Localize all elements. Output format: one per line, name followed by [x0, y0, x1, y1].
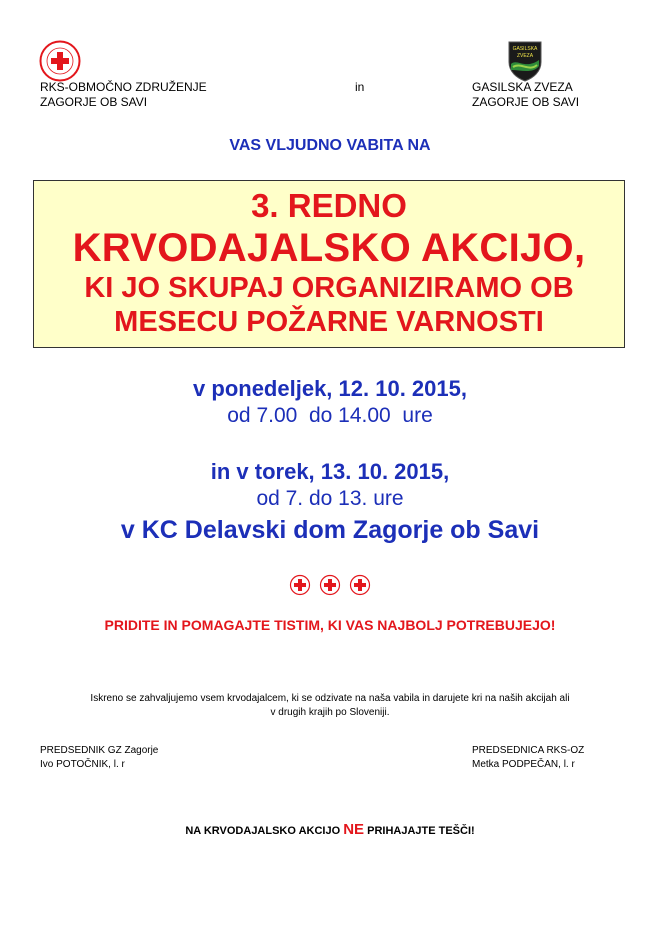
signature-right-title: PREDSEDNICA RKS-OZ: [472, 745, 585, 756]
title-line2: KRVODAJALSKO AKCIJO,: [72, 226, 586, 270]
signature-left: [40, 744, 158, 772]
signature-left-title: PREDSEDNIK GZ Zagorje: [40, 745, 159, 756]
day1-time: od 7.00 do 14.00 ure: [227, 404, 433, 427]
signature-right-name: Metka PODPEČAN, l. r: [472, 759, 575, 770]
thanks-line1: Iskreno se zahvaljujemo vsem krvodajalcem, ki se odzivate na naša vabila in darujete kri na naših akcijah ali: [90, 693, 570, 704]
left-org-line2: ZAGORJE OB SAVI: [40, 95, 148, 109]
event-location: v KC Delavski dom Zagorje ob Savi: [120, 516, 540, 544]
appeal-text: PRIDITE IN POMAGAJTE TISTIM, KI VAS NAJBOLJ POTREBUJEJO!: [104, 617, 556, 633]
logo-text-top: GASILSKA: [512, 46, 538, 52]
signature-left-name: Ivo POTOČNIK, l. r: [40, 759, 125, 770]
invitation-heading: VAS VLJUDNO VABITA NA: [229, 137, 431, 154]
title-line4: MESECU POŽARNE VARNOSTI: [114, 306, 544, 338]
fire-brigade-logo: [507, 40, 543, 82]
thanks-line2: v drugih krajih po Sloveniji.: [270, 707, 390, 718]
red-cross-icon: [321, 576, 340, 595]
red-cross-icon: [291, 576, 310, 595]
left-organization: [40, 80, 207, 110]
fasting-warning: [0, 821, 660, 840]
warning-emphasis: NE: [343, 821, 365, 838]
connector-text: in: [355, 80, 365, 94]
warning-after: PRIHAJAJTE TEŠČI!: [364, 825, 475, 837]
right-org-line2: ZAGORJE OB SAVI: [472, 95, 580, 109]
left-org-line1: RKS-OBMOČNO ZDRUŽENJE: [40, 80, 207, 94]
signature-right: [472, 744, 584, 772]
red-cross-icons: [289, 574, 373, 596]
right-organization: [472, 80, 579, 110]
event-title-box: [33, 180, 625, 348]
red-cross-logo: [39, 40, 81, 82]
day2-time: od 7. do 13. ure: [256, 487, 404, 510]
day2-date: in v torek, 13. 10. 2015,: [210, 459, 450, 484]
red-cross-icon: [351, 576, 370, 595]
right-org-line1: GASILSKA ZVEZA: [472, 80, 573, 94]
logo-text-mid: ZVEZA: [516, 53, 534, 59]
title-line1: 3. REDNO: [251, 187, 407, 224]
title-line3: KI JO SKUPAJ ORGANIZIRAMO OB: [84, 272, 574, 304]
warning-before: NA KRVODAJALSKO AKCIJO: [185, 825, 344, 837]
day1-date: v ponedeljek, 12. 10. 2015,: [193, 376, 467, 401]
